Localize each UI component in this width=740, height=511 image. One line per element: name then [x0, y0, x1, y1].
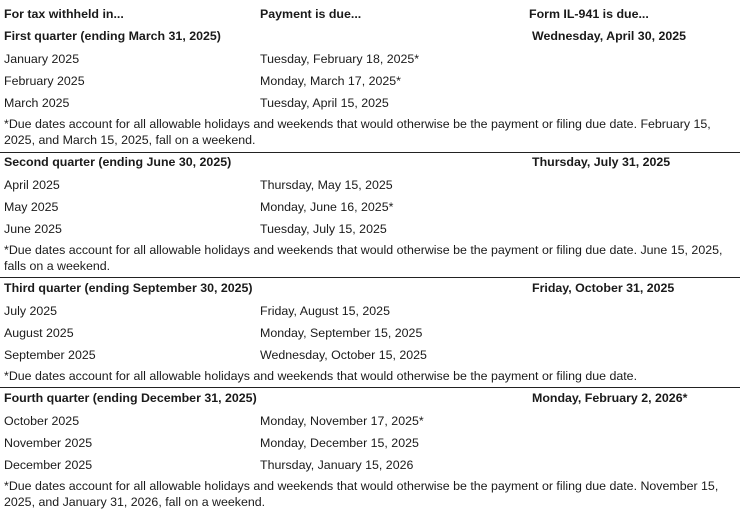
month-cell: November 2025 — [4, 436, 93, 450]
quarter-title: Third quarter (ending September 30, 2025) — [4, 281, 253, 295]
table-row — [0, 344, 740, 366]
form-due-date: Thursday, July 31, 2025 — [532, 155, 671, 169]
payment-due-cell: Wednesday, October 15, 2025 — [260, 348, 427, 362]
quarter-title: Second quarter (ending June 30, 2025) — [4, 155, 232, 169]
table-row — [0, 174, 740, 196]
month-cell: July 2025 — [4, 304, 58, 318]
form-due-date: Monday, February 2, 2026* — [532, 391, 688, 405]
month-cell: August 2025 — [4, 326, 74, 340]
quarter-1-section — [0, 26, 740, 148]
header-tax-withheld: For tax withheld in... — [4, 7, 124, 21]
table-row — [0, 92, 740, 114]
footnote: *Due dates account for all allowable holidays and weekends that would otherwise be the payment or filing due date. — [4, 369, 638, 383]
footnote: *Due dates account for all allowable holidays and weekends that would otherwise be the payment or filing due date. June 15, 2025, falls on a weekend. — [4, 243, 723, 273]
table-row — [0, 218, 740, 240]
payment-due-cell: Monday, June 16, 2025* — [260, 200, 394, 214]
month-cell: May 2025 — [4, 200, 59, 214]
month-cell: September 2025 — [4, 348, 96, 362]
month-cell: March 2025 — [4, 96, 70, 110]
month-cell: February 2025 — [4, 74, 85, 88]
form-due-date: Wednesday, April 30, 2025 — [532, 29, 687, 43]
payment-due-cell: Monday, December 15, 2025 — [260, 436, 419, 450]
table-row — [0, 410, 740, 432]
payment-due-cell: Monday, March 17, 2025* — [260, 74, 401, 88]
table-row — [0, 48, 740, 70]
footnote: *Due dates account for all allowable holidays and weekends that would otherwise be the payment or filing due date. February 15, 2025, and March 15, 2025, fall on a weekend. — [4, 117, 711, 147]
table-row — [0, 432, 740, 454]
quarter-2-heading — [0, 152, 740, 174]
table-row — [0, 300, 740, 322]
month-cell: October 2025 — [4, 414, 80, 428]
payment-due-cell: Tuesday, February 18, 2025* — [260, 52, 420, 66]
table-header-row — [0, 0, 740, 26]
payment-due-cell: Friday, August 15, 2025 — [260, 304, 390, 318]
month-cell: December 2025 — [4, 458, 93, 472]
footnote: *Due dates account for all allowable holidays and weekends that would otherwise be the payment or filing due date. November 15, 2025, and January 31, 2026, fall on a weekend. — [4, 479, 719, 509]
quarter-4-heading — [0, 388, 740, 410]
header-payment-due: Payment is due... — [260, 7, 362, 21]
quarter-3-section — [0, 278, 740, 385]
payment-due-cell: Thursday, January 15, 2026 — [260, 458, 414, 472]
month-cell: June 2025 — [4, 222, 62, 236]
quarter-4-section — [0, 388, 740, 510]
payment-due-cell: Monday, November 17, 2025* — [260, 414, 424, 428]
payment-due-cell: Monday, September 15, 2025 — [260, 326, 423, 340]
quarter-2-section — [0, 152, 740, 274]
quarter-1-heading — [0, 26, 740, 48]
month-cell: January 2025 — [4, 52, 80, 66]
payment-due-cell: Tuesday, April 15, 2025 — [260, 96, 389, 110]
quarter-title: First quarter (ending March 31, 2025) — [4, 29, 221, 43]
payment-due-cell: Thursday, May 15, 2025 — [260, 178, 393, 192]
table-row — [0, 454, 740, 476]
payment-due-cell: Tuesday, July 15, 2025 — [260, 222, 387, 236]
table-row — [0, 70, 740, 92]
form-due-date: Friday, October 31, 2025 — [532, 281, 675, 295]
quarter-3-heading — [0, 278, 740, 300]
header-form-due: Form IL-941 is due... — [529, 7, 649, 21]
table-row — [0, 322, 740, 344]
month-cell: April 2025 — [4, 178, 60, 192]
quarter-title: Fourth quarter (ending December 31, 2025) — [4, 391, 257, 405]
table-row — [0, 196, 740, 218]
